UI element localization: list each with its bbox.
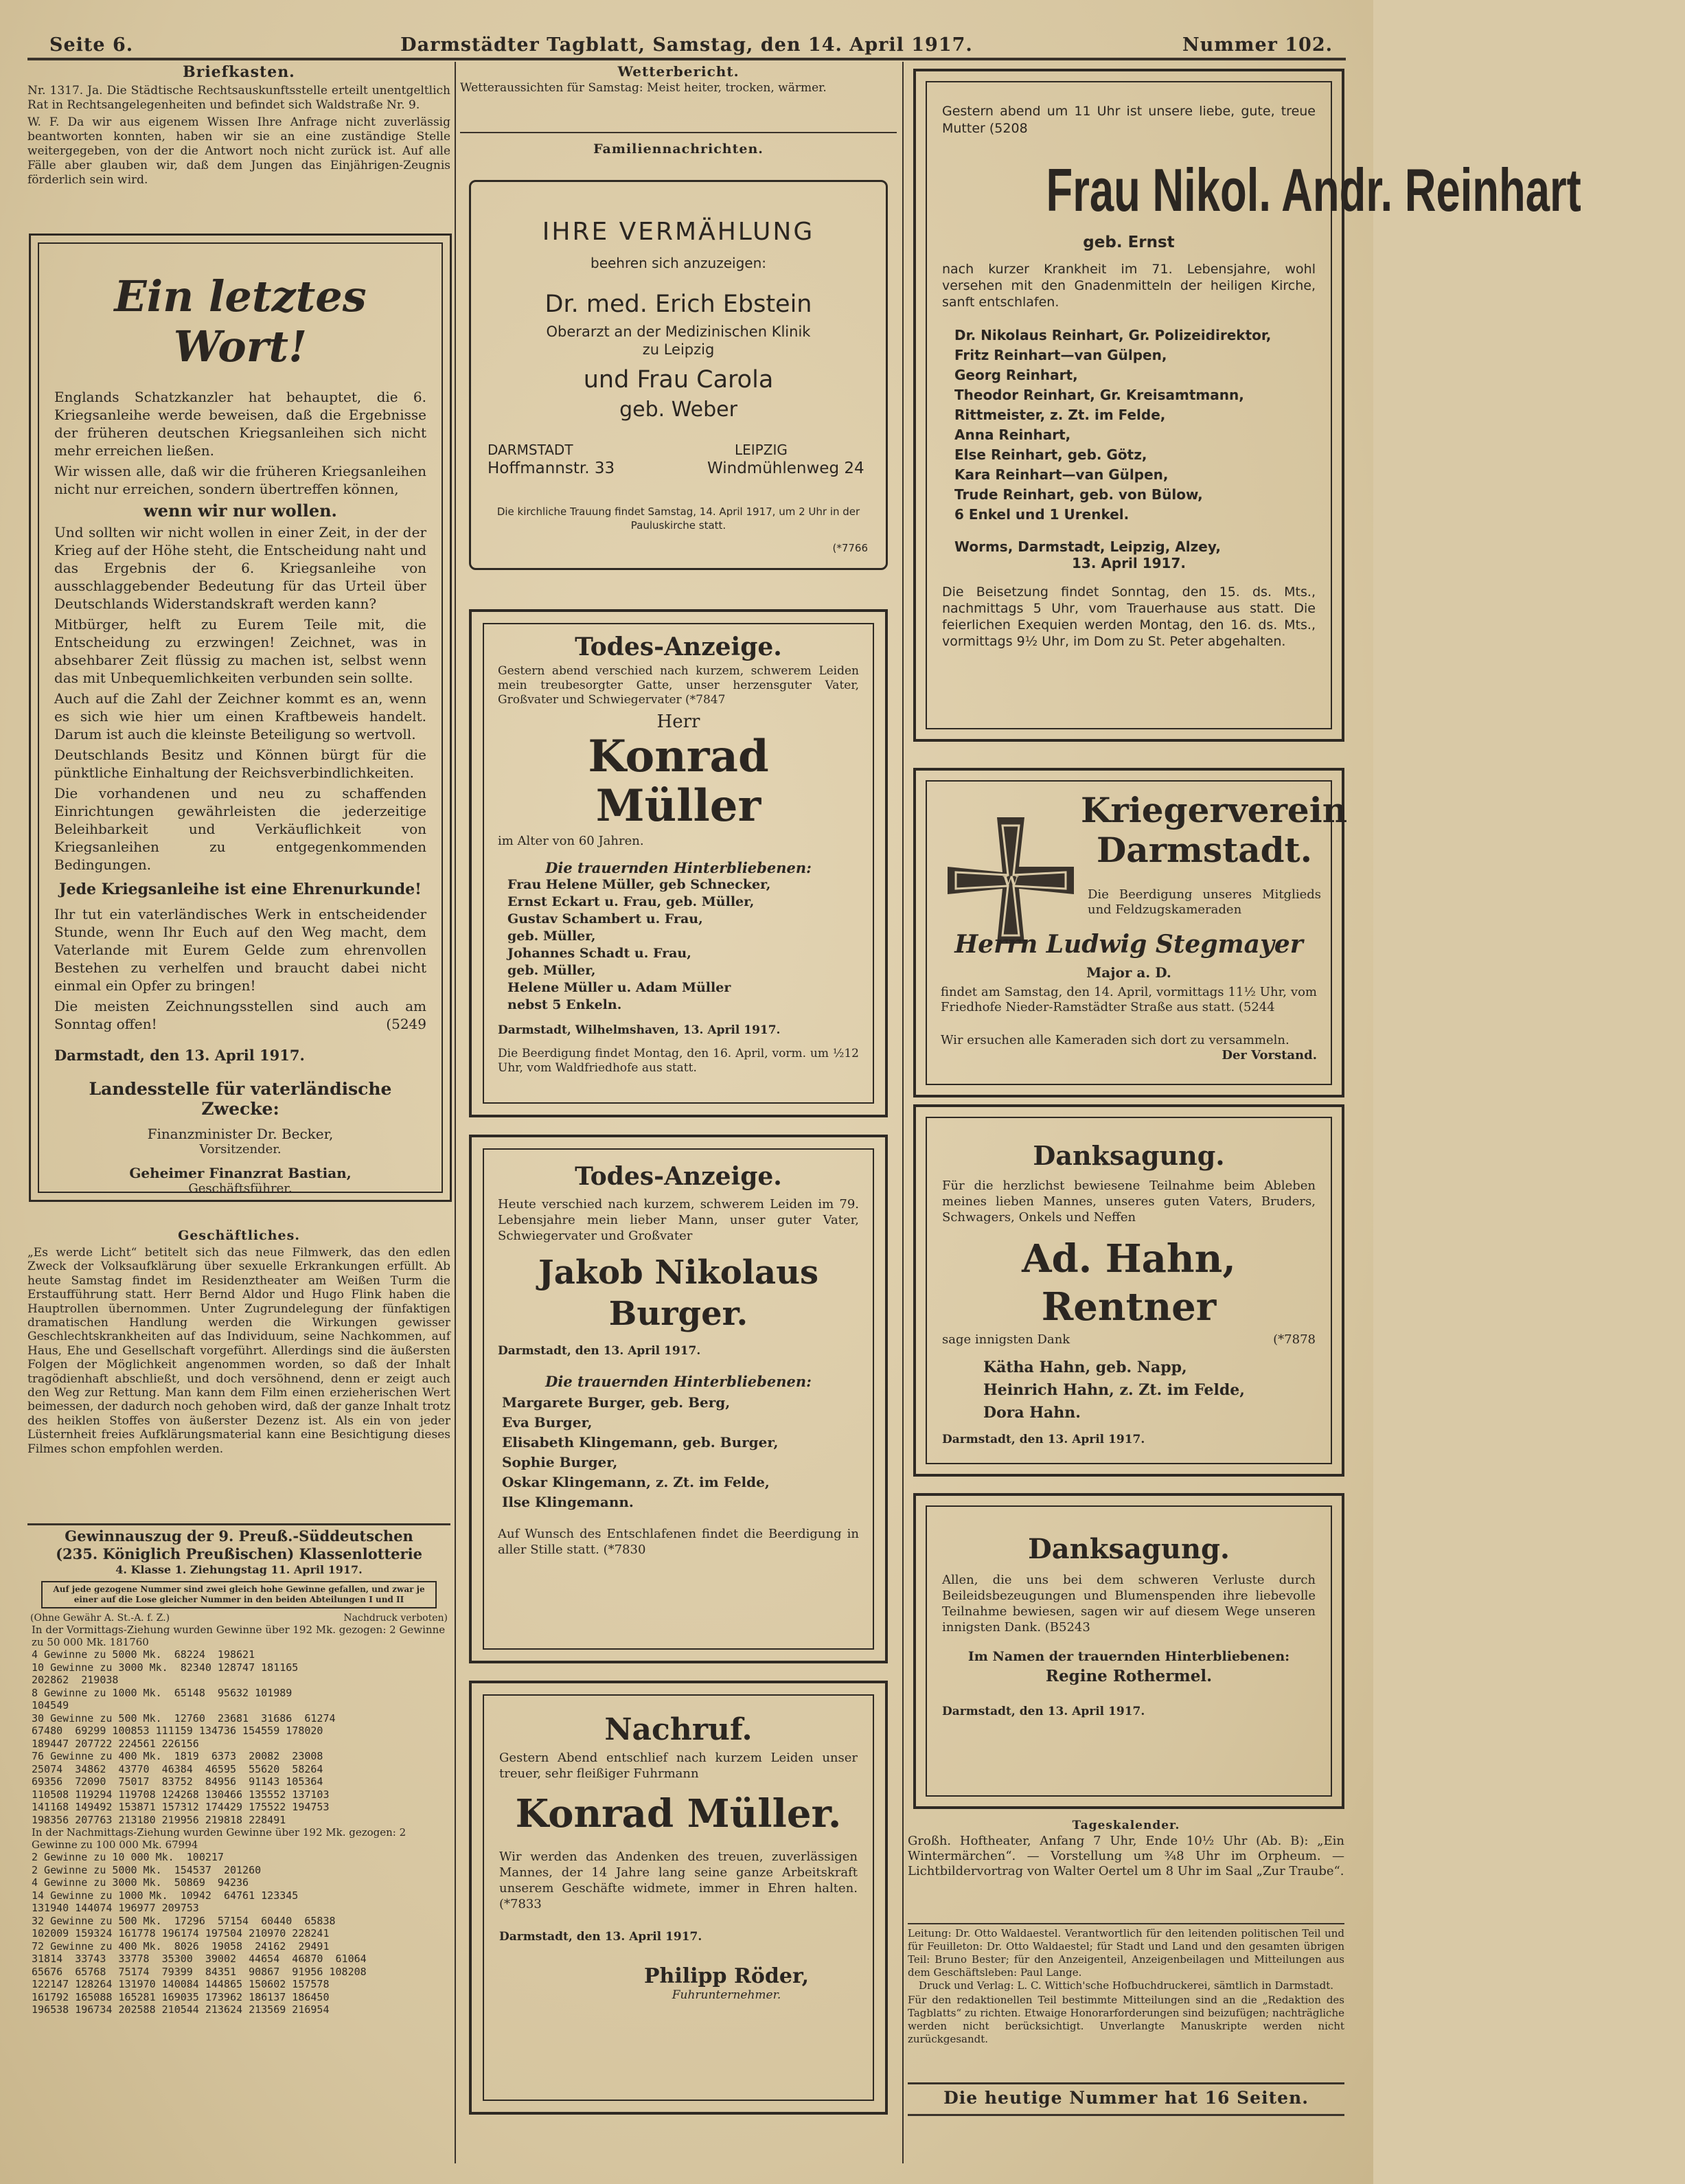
impressum-text: Leitung: Dr. Otto Waldaestel. Verantwortlich für den leitenden politischen Teil und für Feuilleton: Dr. Otto Waldaestel; für Stadt und Land und den gesamten übrigen Teil: Bruno Bester; für den Anzeigenteil, Anzeigenbeilagen und Mitteilungen aus dem Geschäftsleben: Paul Lange. xyxy=(908,1927,1344,1979)
letztes-wort-title: Ein letztes Wort! xyxy=(114,271,367,372)
lotterie-row: 198356 207763 213180 219956 219818 228491 xyxy=(32,1813,286,1826)
briefkasten-answer-1: Nr. 1317. Ja. Die Städtische Rechtsauskunftsstelle erteilt unentgeltlich Rat in Rechtsangelegenheiten und befindet sich Waldstraße Nr. 9. xyxy=(27,84,450,112)
kriegerverein-text-body: findet am Samstag, den 14. April, vormittags 11½ Uhr, vom Friedhofe Nieder-Ramstädter Straße aus statt. xyxy=(941,985,1317,1014)
lotterie-subtitle: 4. Klasse 1. Ziehungstag 11. April 1917. xyxy=(115,1563,363,1576)
vermaehlung-ad xyxy=(469,180,888,570)
dank1-title: Danksagung. xyxy=(1033,1140,1225,1171)
mourner-item: Kätha Hahn, geb. Napp, xyxy=(983,1358,1187,1376)
nachruf-place: Darmstadt, den 13. April 1917. xyxy=(499,1930,702,1944)
geschaeftliches-title: Geschäftliches. xyxy=(178,1228,300,1243)
lotterie-row: 25074 34862 43770 46384 46595 55620 58264 xyxy=(32,1762,323,1775)
kriegerverein-text2-body: Wir ersuchen alle Kameraden sich dort zu versammeln. xyxy=(941,1033,1289,1047)
dank1-name: Ad. Hahn, Rentner xyxy=(1022,1236,1236,1330)
mourner-item: Ilse Klingemann. xyxy=(502,1494,634,1510)
mourner-item: Sophie Burger, xyxy=(502,1454,618,1470)
lotterie-row: 196538 196734 202588 210544 213624 213569 216954 xyxy=(32,2003,330,2016)
nachruf-intro: Gestern Abend entschlief nach kurzem Leiden unser treuer, sehr fleißiger Fuhrmann xyxy=(499,1751,858,1781)
pages-rule-bottom xyxy=(908,2114,1344,2116)
kriegerverein-name: Herrn Ludwig Stegmayer xyxy=(954,930,1303,959)
masthead-rule xyxy=(27,58,1346,60)
todes1-intro-text: Gestern abend verschied nach kurzem, schwerem Leiden mein treubesorgter Gatte, unser herzensguter Vater, Großvater und Schwiegervater xyxy=(498,664,859,707)
letztes-wort-sig1: Finanzminister Dr. Becker, xyxy=(147,1126,334,1142)
mourner-item: geb. Müller, xyxy=(507,929,596,944)
impressum-druck: Druck und Verlag: L. C. Wittich'sche Hofbuchdruckerei, sämtlich in Darmstadt. xyxy=(919,1979,1333,1992)
letztes-wort-p4: Und sollten wir nicht wollen in einer Zeit, in der der Krieg auf der Höhe steht, die Entscheidung naht und das Ergebnis der 6. Kriegsanleihe von ausschlaggebender Bedeutung für das Urteil über Deutschlands Widerstandskraft werden kann? xyxy=(54,524,426,612)
letztes-wort-p9: Jede Kriegsanleihe ist eine Ehrenurkunde! xyxy=(59,880,422,898)
lotterie-row: 202862 219038 xyxy=(32,1674,119,1686)
lotterie-row: 76 Gewinne zu 400 Mk. 1819 6373 20082 23008 xyxy=(32,1750,323,1762)
nachruf-title: Nachruf. xyxy=(604,1712,753,1747)
vermaehlung-city-left: DARMSTADT xyxy=(488,442,573,458)
todes-anzeige-mueller xyxy=(469,609,888,1117)
familien-title: Familiennachrichten. xyxy=(593,141,764,157)
letztes-wort-ad xyxy=(29,234,452,1202)
reinhart-intro xyxy=(942,103,1316,137)
lotterie-title-1: Gewinnauszug der 9. Preuß.-Süddeutschen xyxy=(65,1527,413,1545)
vermaehlung-announce: beehren sich anzuzeigen: xyxy=(591,255,766,271)
dank2-ref: (B5243 xyxy=(1044,1620,1090,1635)
danksagung-hahn xyxy=(913,1104,1344,1477)
column-divider-2 xyxy=(902,62,904,2163)
letztes-wort-date: Darmstadt, den 13. April 1917. xyxy=(54,1047,305,1064)
letztes-wort-p6: Auch auf die Zahl der Zeichner kommt es an, wenn es sich wie hier um einen Kraftbeweis handelt. Darum ist auch die kleinste Beteiligung so wertvoll. xyxy=(54,690,426,742)
lotterie-row: 10 Gewinne zu 3000 Mk. 82340 128747 181165 xyxy=(32,1661,299,1674)
todes1-age: im Alter von 60 Jahren. xyxy=(498,834,644,848)
lotterie-note: Auf jede gezogene Nummer sind zwei gleich hohe Gewinne gefallen, und zwar je einer auf die Lose gleicher Nummer in den beiden Abteilungen I und II xyxy=(41,1581,437,1608)
letztes-wort-sig2: Geheimer Finanzrat Bastian, xyxy=(129,1165,352,1181)
lotterie-note-left: (Ohne Gewähr A. St.-A. f. Z.) xyxy=(30,1613,170,1624)
mourner-item: Theodor Reinhart, Gr. Kreisamtmann, Rittmeister, z. Zt. im Felde, xyxy=(954,387,1244,423)
vermaehlung-groom-city: zu Leipzig xyxy=(642,341,715,358)
briefkasten-answer-2: W. F. Da wir aus eigenem Wissen Ihre Anfrage nicht zuverlässig beantworten konnten, haben wir sie an eine zuständige Stelle weitergegeben, von der die Antwort noch nicht zurück ist. Auf alle Fälle aber glauben wir, daß dem Jungen das Einjährigen-Zeugnis förderlich sein wird. xyxy=(27,115,450,187)
lotterie-rule xyxy=(27,1523,450,1525)
reinhart-intro-text: Gestern abend um 11 Uhr ist unsere liebe, gute, treue Mutter xyxy=(942,104,1316,136)
reinhart-place: Worms, Darmstadt, Leipzig, Alzey, xyxy=(954,538,1221,555)
dank1-ref: (*7878 xyxy=(1273,1332,1316,1347)
letztes-wort-p5: Mitbürger, helft zu Eurem Teile mit, die Entscheidung zu erzwingen! Zeichnet, was in absehbarer Zeit flüssig zu machen ist, selbst wenn das mit Unbequemlichkeiten verbunden sein sollte. xyxy=(54,616,426,686)
todes-anzeige-burger xyxy=(469,1135,888,1663)
letztes-wort-p3: wenn wir nur wollen. xyxy=(144,501,337,521)
lotterie-row: 32 Gewinne zu 500 Mk. 17296 57154 60440 65838 xyxy=(32,1914,336,1927)
lotterie-title-2: (235. Königlich Preußischen) Klassenlotterie xyxy=(56,1545,422,1562)
todes2-title: Todes-Anzeige. xyxy=(575,1162,782,1191)
issue-number: Nummer 102. xyxy=(1182,34,1333,56)
column-divider-1 xyxy=(455,62,456,2163)
reinhart-geb: geb. Ernst xyxy=(1083,234,1175,251)
vermaehlung-bride-born: geb. Weber xyxy=(619,398,737,422)
wetter-title: Wetterbericht. xyxy=(617,63,740,80)
nachruf-ad xyxy=(469,1681,888,2115)
nachruf-sig-role: Fuhrunternehmer. xyxy=(672,1988,781,2002)
reinhart-text: nach kurzer Krankheit im 71. Lebensjahre, wohl versehen mit den Gnadenmitteln der heiligen Kirche, sanft entschlafen. xyxy=(942,262,1316,310)
kriegerverein-ad xyxy=(913,768,1348,1097)
mourner-item: Trude Reinhart, geb. von Bülow, xyxy=(954,486,1203,503)
vermaehlung-groom: Dr. med. Erich Ebstein xyxy=(545,291,812,318)
letztes-wort-p10: Ihr tut ein vaterländisches Werk in entscheidender Stunde, wenn Ihr Euch auf den Weg macht, dem Vaterlande mit Eurem Gelde zum ehrenvollen Bestehen zu verhelfen und braucht dabei nicht einmal ein Opfer zu bringen! xyxy=(54,906,426,994)
mourner-item: nebst 5 Enkeln. xyxy=(507,997,622,1012)
todes1-ref: (*7847 xyxy=(685,693,726,707)
letztes-wort-p7: Deutschlands Besitz und Können bürgt für die pünktliche Einhaltung der Reichsverbindlichkeiten. xyxy=(54,747,426,781)
dank2-text xyxy=(942,1572,1316,1635)
page-count-notice: Die heutige Nummer hat 16 Seiten. xyxy=(943,2088,1309,2108)
lotterie-row: 4 Gewinne zu 3000 Mk. 50869 94236 xyxy=(32,1876,249,1889)
vermaehlung-city-right: LEIPZIG xyxy=(735,442,788,458)
reinhart-name: Frau Nikol. Andr. Reinhart xyxy=(1046,156,1581,224)
dank1-place: Darmstadt, den 13. April 1917. xyxy=(942,1433,1145,1446)
lotterie-row: 104549 xyxy=(32,1699,69,1711)
danksagung-rothermel xyxy=(913,1493,1344,1809)
lotterie-row: 31814 33743 33778 35300 39002 44654 46870 61064 xyxy=(32,1953,367,1965)
dank1-sage: sage innigsten Dank xyxy=(942,1332,1070,1347)
todes2-ref: (*7830 xyxy=(603,1543,646,1557)
lotterie-row: 69356 72090 75017 83752 84956 91143 105364 xyxy=(32,1775,323,1788)
lotterie-row: 141168 149492 153871 157312 174429 175522 194753 xyxy=(32,1801,330,1813)
briefkasten-section xyxy=(27,63,450,187)
reinhart-list xyxy=(942,326,1316,525)
todes1-herr: Herr xyxy=(656,712,700,732)
mourner-item: Heinrich Hahn, z. Zt. im Felde, xyxy=(983,1381,1245,1399)
mourner-item: Else Reinhart, geb. Götz, xyxy=(954,446,1147,463)
mourner-item: Elisabeth Klingemann, geb. Burger, xyxy=(502,1434,779,1451)
tageskalender-section xyxy=(908,1819,1344,1879)
wetter-text: Wetteraussichten für Samstag: Meist heiter, trocken, wärmer. xyxy=(460,81,827,95)
nachruf-ref: (*7833 xyxy=(499,1897,542,1911)
vermaehlung-addr-right: Windmühlenweg 24 xyxy=(707,459,864,477)
kalender-title: Tageskalender. xyxy=(1072,1819,1180,1832)
kriegerverein-title-1: Kriegerverein xyxy=(1081,790,1348,830)
mourner-item: geb. Müller, xyxy=(507,963,596,978)
reinhart-ad xyxy=(913,69,1581,742)
vermaehlung-addr-left: Hoffmannstr. 33 xyxy=(488,459,615,477)
letztes-wort-org: Landesstelle für vaterländische Zwecke: xyxy=(89,1079,392,1119)
mourner-item: Fritz Reinhart—van Gülpen, xyxy=(954,347,1167,363)
lotterie-row: 72 Gewinne zu 400 Mk. 8026 19058 24162 29491 xyxy=(32,1940,330,1953)
masthead-title: Darmstädter Tagblatt, Samstag, den 14. April 1917. xyxy=(400,34,973,56)
iron-cross-icon xyxy=(942,812,1079,949)
nachruf-text-body: Wir werden das Andenken des treuen, zuverlässigen Mannes, der 14 Jahre lang seine ganze Arbeitskraft unserem Geschäfte widmete, immer in Ehren halten. xyxy=(499,1850,858,1896)
geschaeftliches-text: „Es werde Licht“ betitelt sich das neue Filmwerk, das den edlen Zweck der Volksaufklärung über sexuelle Erkrankungen erfüllt. Ab heute Samstag findet im Residenztheater am Weißen Turm die Erstaufführung statt. Herr Bernd Aldor und Hugo Flink haben die Hauptrollen übernommen. Unter Zugrundelegung der fünfaktigen dramatischen Handlung werden die Wirkungen gewisser Geschlechtskrankheiten auf das Individuum, seine Nachkommen, auf Haus, Ehe und Gesellschaft vorgeführt. Allerdings sind die äußersten Folgen der Möglichkeit angenommen worden, so daß der Inhalt tragödienhaft abschließt, und doch versöhnend, denn er zeigt auch den Weg zur Rettung. Man kann dem Film einen erzieherischen Wert beimessen, der dadurch noch gehoben wird, daß der ganze Inhalt trotz des heiklen Stoffes von äußerster Dezenz ist. Als ein von jeder Lüsternheit freies Aufklärungsmaterial kann eine Besichtigung dieses Filmes schon empfohlen werden. xyxy=(27,1246,450,1456)
impressum-section xyxy=(908,1927,1344,2046)
briefkasten-title: Briefkasten. xyxy=(183,63,295,81)
vermaehlung-bride: und Frau Carola xyxy=(583,366,774,394)
lotterie-row: 30 Gewinne zu 500 Mk. 12760 23681 31686 61274 xyxy=(32,1711,336,1725)
impressum-rule xyxy=(908,1923,1344,1924)
lotterie-section xyxy=(27,1527,450,2016)
mourner-item: Dora Hahn. xyxy=(983,1404,1081,1422)
letztes-wort-p1: Englands Schatzkanzler hat behauptet, die 6. Kriegsanleihe werde beweisen, daß die Ergebnisse der früheren deutschen Kriegsanleihen sich nicht mehr erreichen ließen. xyxy=(54,389,426,459)
lotterie-row: 110508 119294 119708 124268 130466 135552 137103 xyxy=(32,1788,330,1801)
todes1-mourn: Die trauernden Hinterbliebenen: xyxy=(545,859,812,876)
todes2-place: Darmstadt, den 13. April 1917. xyxy=(498,1344,701,1358)
reinhart-name-wrap xyxy=(942,152,1581,228)
letztes-wort-sunday: Die meisten Zeichnungsstellen sind auch am Sonntag offen! xyxy=(54,998,426,1032)
vermaehlung-ref: (*7766 xyxy=(832,542,868,554)
lotterie-row: 2 Gewinne zu 10 000 Mk. 100217 xyxy=(32,1851,224,1863)
mourner-item: Eva Burger, xyxy=(502,1414,593,1431)
todes1-title: Todes-Anzeige. xyxy=(575,633,782,661)
mourner-item: Ernst Eckart u. Frau, geb. Müller, xyxy=(507,894,755,909)
page-number: Seite 6. xyxy=(49,34,134,56)
pages-rule-top xyxy=(908,2082,1344,2084)
todes1-list xyxy=(498,876,859,1014)
todes2-list xyxy=(498,1393,859,1512)
lotterie-row: 122147 128264 131970 140084 144865 150602 157578 xyxy=(32,1978,330,1990)
lotterie-row: 8 Gewinne zu 1000 Mk. 65148 95632 101989 xyxy=(32,1686,293,1699)
mourner-item: Frau Helene Müller, geb Schnecker, xyxy=(507,877,771,892)
kriegerverein-title-2: Darmstadt. xyxy=(1096,830,1313,870)
letztes-wort-p2: Wir wissen alle, daß wir die früheren Kriegsanleihen nicht nur erreichen, sondern übertreffen können, xyxy=(54,463,426,497)
lotterie-row: 65676 65768 75174 79399 84351 90867 91956 108208 xyxy=(32,1965,367,1978)
todes1-place: Darmstadt, Wilhelmshaven, 13. April 1917. xyxy=(498,1023,781,1037)
dank2-place: Darmstadt, den 13. April 1917. xyxy=(942,1705,1145,1718)
lotterie-afternoon-list xyxy=(27,1851,450,2016)
svg-text:W: W xyxy=(1002,873,1019,889)
mourner-item: Anna Reinhart, xyxy=(954,426,1071,443)
kriegerverein-sig: Der Vorstand. xyxy=(1222,1048,1317,1062)
impressum-hint: Für den redaktionellen Teil bestimmte Mitteilungen sind an die „Redaktion des Tagblatts“ zu richten. Etwaige Honorarforderungen sind beizufügen; nachträgliche werden nicht berücksichtigt. Unverlangte Manuskripte werden nicht zurückgesandt. xyxy=(908,1994,1344,2045)
letztes-wort-p8: Die vorhandenen und neu zu schaffenden Einrichtungen gewährleisten die jederzeitige Beleihbarkeit und Verkäuflichkeit von Kriegsanleihen zu entgegenkommenden Bedingungen. xyxy=(54,785,426,873)
lotterie-morning-heading: In der Vormittags-Ziehung wurden Gewinne über 192 Mk. gezogen: 2 Gewinne zu 50 000 Mk. 181760 xyxy=(32,1624,446,1648)
lotterie-note-row xyxy=(27,1613,450,1624)
lotterie-row: 131940 144074 196977 209753 xyxy=(32,1902,199,1914)
lotterie-note-right: Nachdruck verboten) xyxy=(343,1613,448,1624)
vermaehlung-groom-title: Oberarzt an der Medizinischen Klinik xyxy=(546,323,811,340)
todes2-note xyxy=(498,1526,859,1558)
letztes-wort-p11 xyxy=(54,997,426,1033)
letztes-wort-sig2-role: Geschäftsführer. xyxy=(188,1181,293,1196)
mourner-item: Oskar Klingemann, z. Zt. im Felde, xyxy=(502,1474,770,1490)
dank2-text-body: Allen, die uns bei dem schweren Verluste durch Beileidsbezeugungen und Blumenspenden ihre liebevolle Teilnahme bewiesen, sagen wir auf diesem Wege unseren innigsten Dank. xyxy=(942,1573,1316,1635)
kriegerverein-rank: Major a. D. xyxy=(1086,964,1171,981)
dank1-sage-row xyxy=(942,1332,1316,1347)
dank1-text: Für die herzlichst bewiesene Teilnahme beim Ableben meines lieben Mannes, unseres guten Vaters, Bruders, Schwagers, Onkels und Neffen xyxy=(942,1179,1316,1225)
lotterie-afternoon-heading: In der Nachmittags-Ziehung wurden Gewinne über 192 Mk. gezogen: 2 Gewinne zu 100 000 Mk. 67994 xyxy=(32,1826,406,1851)
letztes-wort-ref: (5249 xyxy=(386,1016,426,1032)
nachruf-text xyxy=(499,1849,858,1912)
vermaehlung-heading: IHRE VERMÄHLUNG xyxy=(542,218,815,246)
mourner-item: Kara Reinhart—van Gülpen, xyxy=(954,466,1169,483)
mourner-item: Helene Müller u. Adam Müller xyxy=(507,980,731,995)
nachruf-name: Konrad Müller. xyxy=(515,1791,842,1836)
kriegerverein-ref: (5244 xyxy=(1238,1000,1275,1014)
lotterie-row: 2 Gewinne zu 5000 Mk. 154537 201260 xyxy=(32,1863,262,1876)
todes1-intro xyxy=(498,664,859,707)
lotterie-morning-list xyxy=(27,1648,450,1826)
mourner-item: Dr. Nikolaus Reinhart, Gr. Polizeidirektor, xyxy=(954,327,1272,343)
nachruf-sig: Philipp Röder, xyxy=(643,1964,810,1988)
dank1-list xyxy=(942,1356,1316,1424)
mourner-item: Gustav Schambert u. Frau, xyxy=(507,911,703,926)
reinhart-date: 13. April 1917. xyxy=(1072,555,1186,571)
kriegerverein-text xyxy=(941,985,1317,1015)
reinhart-ref: (5208 xyxy=(989,121,1028,136)
todes1-name: Konrad Müller xyxy=(588,731,769,832)
letztes-wort-sig1-role: Vorsitzender. xyxy=(199,1142,282,1157)
todes2-mourn: Die trauernden Hinterbliebenen: xyxy=(545,1373,812,1390)
dank2-mourn: Im Namen der trauernden Hinterbliebenen: xyxy=(967,1649,1290,1664)
wetter-section xyxy=(460,63,897,95)
dank2-name: Regine Rothermel. xyxy=(1045,1667,1213,1685)
lotterie-row: 102009 159324 161778 196174 197504 210970 228241 xyxy=(32,1927,330,1940)
dank2-title: Danksagung. xyxy=(1028,1533,1230,1565)
vermaehlung-wedding-note: Die kirchliche Trauung findet Samstag, 14. April 1917, um 2 Uhr in der Pauluskirche statt. xyxy=(496,505,860,532)
lotterie-row: 67480 69299 100853 111159 134736 154559 178020 xyxy=(32,1725,323,1737)
todes2-intro: Heute verschied nach kurzem, schwerem Leiden im 79. Lebensjahre mein lieber Mann, unser guter Vater, Schwiegervater und Großvater xyxy=(498,1197,859,1243)
todes1-funeral: Die Beerdigung findet Montag, den 16. April, vorm. um ½12 Uhr, vom Waldfriedhofe aus statt. xyxy=(498,1047,859,1075)
lotterie-row: 161792 165088 165281 169035 173962 186137 186450 xyxy=(32,1990,330,2003)
reinhart-funeral: Die Beisetzung findet Sonntag, den 15. ds. Mts., nachmittags 5 Uhr, vom Trauerhause aus statt. Die feierlichen Exequien werden Montag, den 16. ds. Mts., vormittags 9½ Uhr, im Dom zu St. Peter abgehalten. xyxy=(942,584,1316,649)
mourner-item: Georg Reinhart, xyxy=(954,367,1078,383)
wetter-rule xyxy=(460,132,897,133)
kalender-text: Großh. Hoftheater, Anfang 7 Uhr, Ende 10½ Uhr (Ab. B): „Ein Wintermärchen“. — Vorstellung um ¾8 Uhr im Orpheum. — Lichtbildervortrag von Walter Oertel um 8 Uhr im Saal „Zur Traube“. xyxy=(908,1834,1344,1878)
lotterie-row: 4 Gewinne zu 5000 Mk. 68224 198621 xyxy=(32,1648,255,1661)
mourner-item: Johannes Schadt u. Frau, xyxy=(507,946,691,961)
todes2-note-text: Auf Wunsch des Entschlafenen findet die Beerdigung in aller Stille statt. xyxy=(498,1527,859,1557)
kriegerverein-text2 xyxy=(941,1033,1317,1063)
todes2-name: Jakob Nikolaus Burger. xyxy=(538,1253,818,1333)
kriegerverein-intro: Die Beerdigung unseres Mitglieds und Feldzugskameraden xyxy=(1088,887,1321,917)
mourner-item: Margarete Burger, geb. Berg, xyxy=(502,1394,731,1411)
lotterie-row: 14 Gewinne zu 1000 Mk. 10942 64761 123345 xyxy=(32,1889,299,1902)
lotterie-row: 189447 207722 224561 226156 xyxy=(32,1737,199,1750)
geschaeftliches-section xyxy=(27,1228,450,1456)
mourner-item: 6 Enkel und 1 Urenkel. xyxy=(954,506,1130,523)
